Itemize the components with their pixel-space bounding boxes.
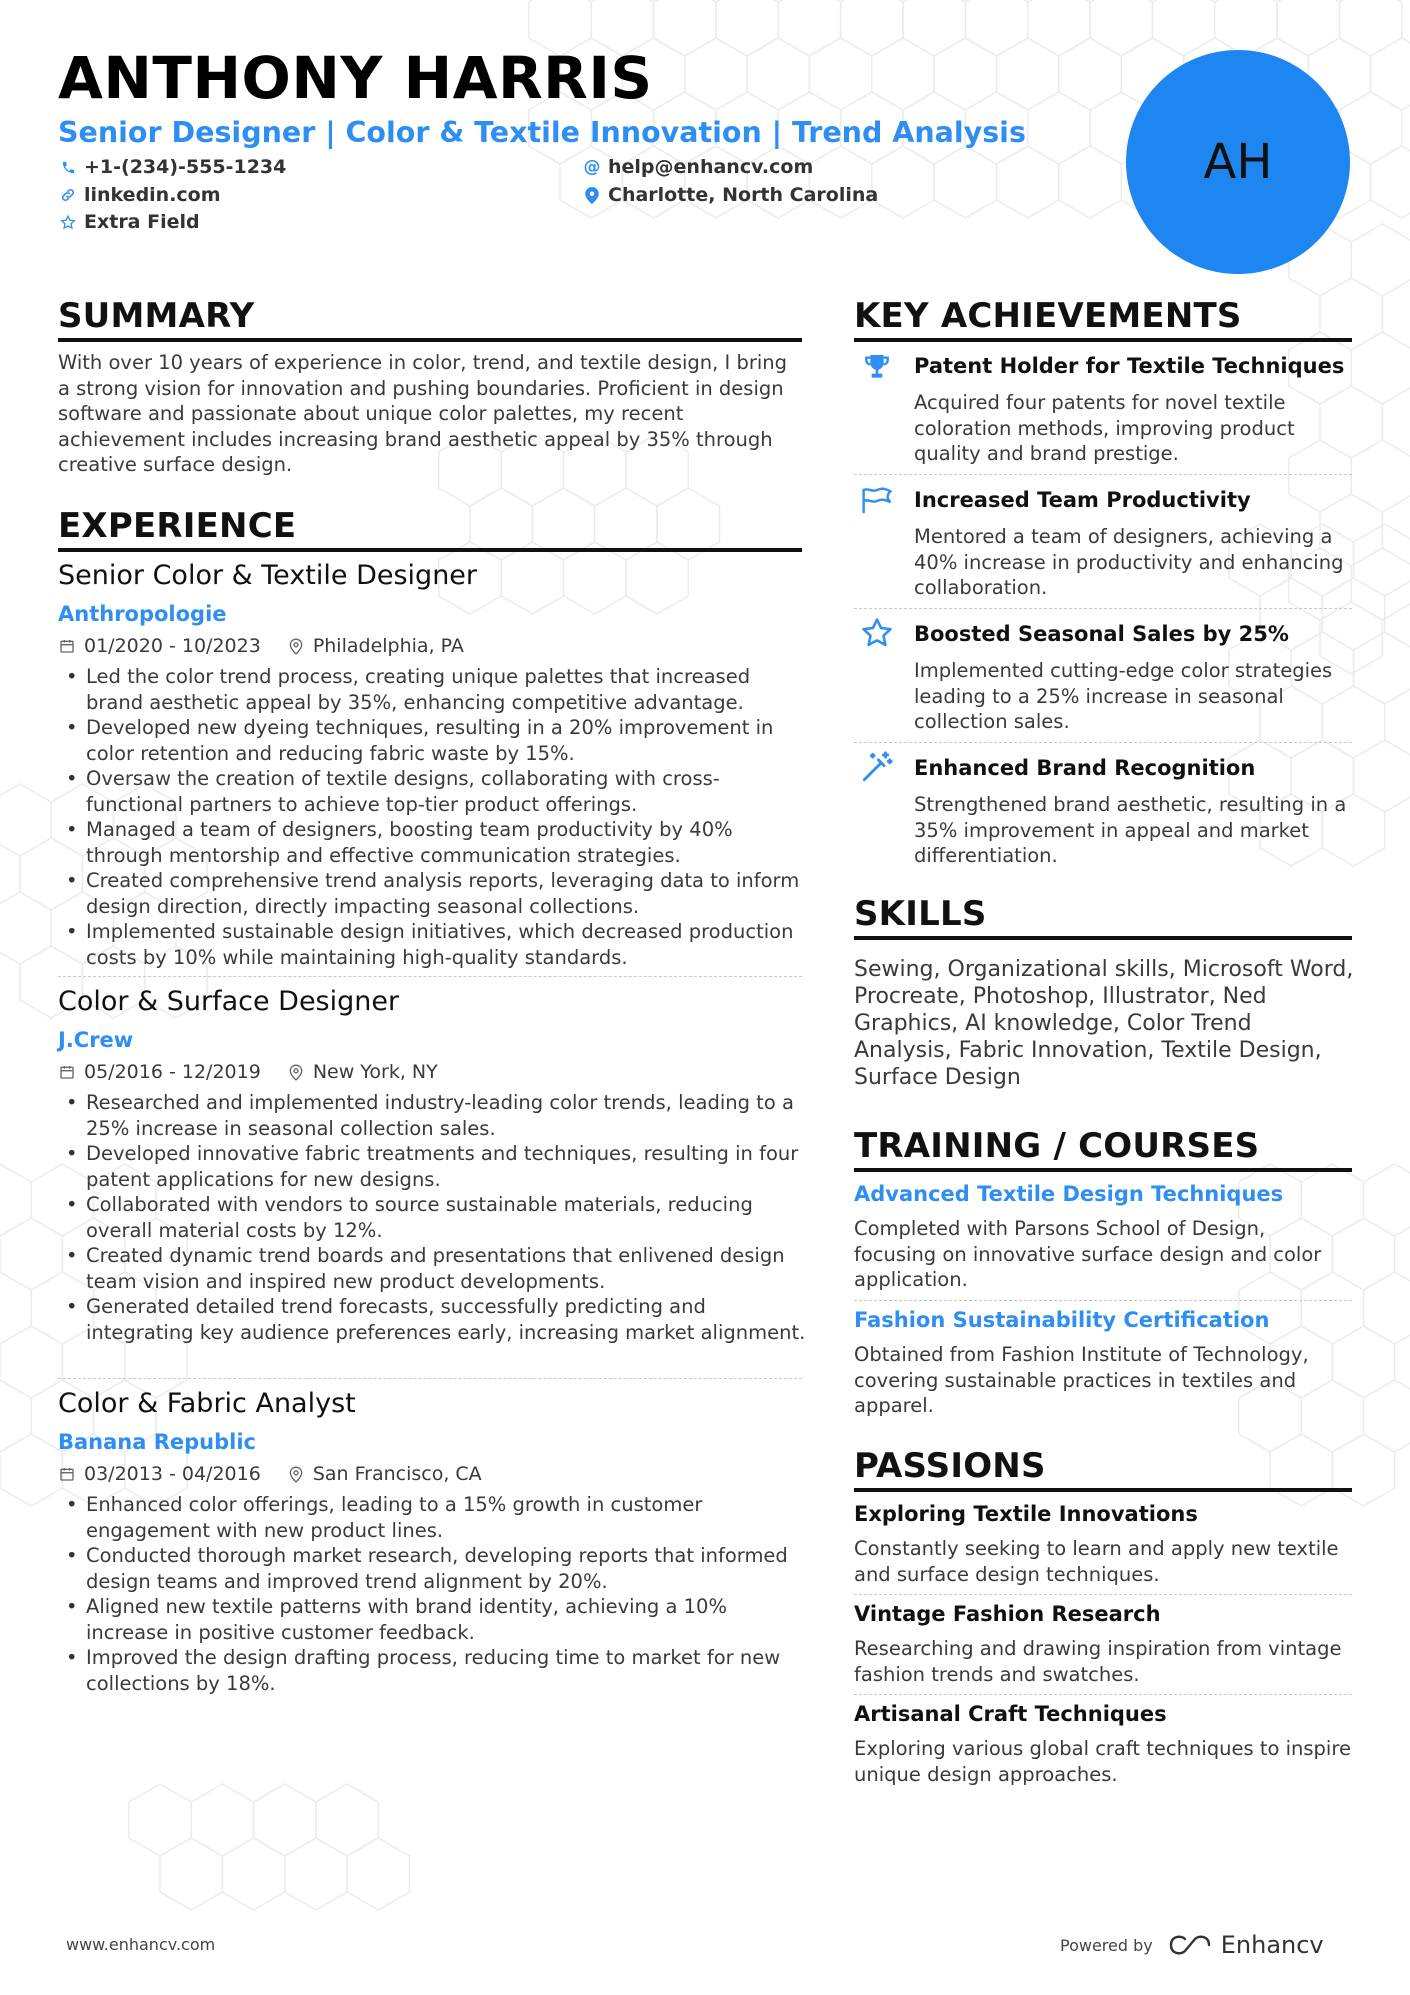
- linkedin-contact[interactable]: [60, 184, 221, 206]
- brand-name: Enhancv: [1220, 1931, 1324, 1959]
- phone-icon: [60, 159, 76, 175]
- course-title: Fashion Sustainability Certification: [854, 1308, 1270, 1332]
- list-item: • Developed new dyeing techniques, resulting in a 20% improvement in color retention and reducing fabric waste by 15%.: [58, 715, 806, 766]
- course-title: Advanced Textile Design Techniques: [854, 1182, 1284, 1206]
- course-desc: Completed with Parsons School of Design, focusing on innovative surface design and color application.: [854, 1217, 1322, 1291]
- summary-heading: SUMMARY: [58, 296, 802, 342]
- job-meta: [58, 1061, 438, 1083]
- trophy-icon: [858, 348, 896, 386]
- divider: [854, 1594, 1352, 1595]
- enhancv-logo: [1167, 1931, 1324, 1959]
- extra-field-text: Extra Field: [84, 211, 200, 233]
- calendar-icon: [58, 1063, 76, 1081]
- job-location: New York, NY: [312, 1061, 438, 1083]
- map-pin-icon: [287, 1063, 305, 1081]
- divider: [854, 608, 1352, 609]
- achievement-desc: Strengthened brand aesthetic, resulting in a 35% improvement in appeal and market differentiation.: [914, 793, 1347, 867]
- company-name[interactable]: Banana Republic: [58, 1430, 257, 1454]
- list-item: • Conducted thorough market research, developing reports that informed design teams and improved trend alignment by 20%.: [58, 1543, 806, 1594]
- job-bullets: [58, 1090, 806, 1345]
- link-icon: [60, 187, 76, 203]
- enhancv-logo-icon: [1167, 1933, 1213, 1957]
- passion-desc: Researching and drawing inspiration from vintage fashion trends and swatches.: [854, 1637, 1342, 1686]
- list-item: • Collaborated with vendors to source sustainable materials, reducing overall material costs by 12%.: [58, 1192, 806, 1243]
- job-location: Philadelphia, PA: [312, 635, 464, 657]
- job-dates: 01/2020 - 10/2023: [84, 635, 261, 657]
- map-pin-icon: [584, 187, 600, 203]
- passion-desc: Constantly seeking to learn and apply new textile and surface design techniques.: [854, 1537, 1339, 1586]
- list-item: • Oversaw the creation of textile designs, collaborating with cross-functional partners to achieve top-tier product offerings.: [58, 766, 806, 817]
- job-bullets: [58, 1492, 806, 1696]
- achievement-title: Boosted Seasonal Sales by 25%: [914, 622, 1289, 646]
- star-icon: [858, 614, 896, 652]
- job-title: Color & Surface Designer: [58, 986, 400, 1017]
- extra-field: [60, 211, 200, 233]
- divider: [854, 474, 1352, 475]
- company-name[interactable]: Anthropologie: [58, 602, 227, 626]
- location-contact: [584, 184, 878, 206]
- summary-text: With over 10 years of experience in color, trend, and textile design, I bring a strong vision for innovation and pushing boundaries. Proficient in design software and passionate about unique color palettes, my recent achievement includes increasing brand aesthetic appeal by 35% through creative surface design.: [58, 351, 788, 476]
- flag-icon: [858, 482, 896, 520]
- list-item: • Implemented sustainable design initiatives, which decreased production costs by 10% while maintaining high-quality standards.: [58, 919, 806, 970]
- training-heading: TRAINING / COURSES: [854, 1126, 1352, 1172]
- achievement-desc: Mentored a team of designers, achieving a 40% increase in productivity and enhancing collaboration.: [914, 525, 1344, 599]
- skills-list: Sewing, Organizational skills, Microsoft Word, Procreate, Photoshop, Illustrator, Ned Graphics, AI knowledge, Color Trend Analysis, Fabric Innovation, Textile Design, Surface Design: [854, 957, 1354, 1090]
- star-outline-icon: [60, 214, 76, 230]
- footer-brand[interactable]: [1060, 1931, 1324, 1959]
- job-location: San Francisco, CA: [312, 1463, 482, 1485]
- job-title: Color & Fabric Analyst: [58, 1388, 356, 1419]
- divider: [854, 1300, 1352, 1301]
- calendar-icon: [58, 1465, 76, 1483]
- map-pin-icon: [287, 637, 305, 655]
- email-contact[interactable]: [584, 156, 813, 178]
- list-item: • Created comprehensive trend analysis reports, leveraging data to inform design direction, directly impacting seasonal collections.: [58, 868, 806, 919]
- list-item: • Managed a team of designers, boosting team productivity by 40% through mentorship and effective communication strategies.: [58, 817, 806, 868]
- list-item: • Developed innovative fabric treatments and techniques, resulting in four patent applications for new designs.: [58, 1141, 806, 1192]
- footer-website[interactable]: www.enhancv.com: [66, 1935, 216, 1954]
- passion-desc: Exploring various global craft techniques to inspire unique design approaches.: [854, 1737, 1351, 1786]
- location-text: Charlotte, North Carolina: [608, 184, 879, 206]
- list-item: • Led the color trend process, creating unique palettes that increased brand aesthetic appeal by 35%, enhancing competitive advantage.: [58, 664, 806, 715]
- email-text: help@enhancv.com: [608, 156, 814, 178]
- map-pin-icon: [287, 1465, 305, 1483]
- avatar-initials: AH: [1203, 134, 1273, 190]
- passion-title: Artisanal Craft Techniques: [854, 1702, 1167, 1726]
- course-desc: Obtained from Fashion Institute of Technology, covering sustainable practices in textiles and apparel.: [854, 1343, 1309, 1417]
- job-dates: 05/2016 - 12/2019: [84, 1061, 261, 1083]
- job-meta: [58, 635, 464, 657]
- divider: [854, 742, 1352, 743]
- linkedin-text: linkedin.com: [84, 184, 221, 206]
- powered-by-text: Powered by: [1060, 1935, 1153, 1955]
- at-icon: @: [583, 157, 601, 177]
- list-item: • Aligned new textile patterns with brand identity, achieving a 10% increase in positive customer feedback.: [58, 1594, 806, 1645]
- achievement-title: Patent Holder for Textile Techniques: [914, 354, 1345, 378]
- list-item: • Improved the design drafting process, reducing time to market for new collections by 18%.: [58, 1645, 806, 1696]
- job-dates: 03/2013 - 04/2016: [84, 1463, 261, 1485]
- avatar: [1126, 50, 1350, 274]
- passion-title: Exploring Textile Innovations: [854, 1502, 1198, 1526]
- list-item: • Researched and implemented industry-leading color trends, leading to a 25% increase in seasonal collection sales.: [58, 1090, 806, 1141]
- achievement-desc: Implemented cutting-edge color strategies leading to a 25% increase in seasonal collection sales.: [914, 659, 1333, 733]
- phone-text: +1-(234)-555-1234: [84, 156, 287, 178]
- job-meta: [58, 1463, 482, 1485]
- job-bullets: [58, 664, 806, 970]
- passions-heading: PASSIONS: [854, 1446, 1352, 1492]
- magic-wand-icon: [858, 748, 896, 786]
- calendar-icon: [58, 637, 76, 655]
- divider: [854, 1694, 1352, 1695]
- achievement-title: Enhanced Brand Recognition: [914, 756, 1256, 780]
- achievement-desc: Acquired four patents for novel textile coloration methods, improving product quality and brand prestige.: [914, 391, 1295, 465]
- candidate-name: ANTHONY HARRIS: [58, 44, 653, 112]
- phone-contact[interactable]: [60, 156, 286, 178]
- divider: [58, 976, 802, 977]
- passion-title: Vintage Fashion Research: [854, 1602, 1161, 1626]
- company-name[interactable]: J.Crew: [58, 1028, 134, 1052]
- list-item: • Generated detailed trend forecasts, successfully predicting and integrating key audience preferences early, increasing market alignment.: [58, 1294, 806, 1345]
- key-achievements-heading: KEY ACHIEVEMENTS: [854, 296, 1352, 342]
- list-item: • Enhanced color offerings, leading to a 15% growth in customer engagement with new product lines.: [58, 1492, 806, 1543]
- achievement-title: Increased Team Productivity: [914, 488, 1251, 512]
- experience-heading: EXPERIENCE: [58, 506, 802, 552]
- job-title: Senior Color & Textile Designer: [58, 560, 478, 591]
- divider: [58, 1378, 802, 1379]
- headline: Senior Designer | Color & Textile Innovation | Trend Analysis: [58, 116, 1026, 149]
- skills-heading: SKILLS: [854, 894, 1352, 940]
- list-item: • Created dynamic trend boards and presentations that enlivened design team vision and inspired new product developments.: [58, 1243, 806, 1294]
